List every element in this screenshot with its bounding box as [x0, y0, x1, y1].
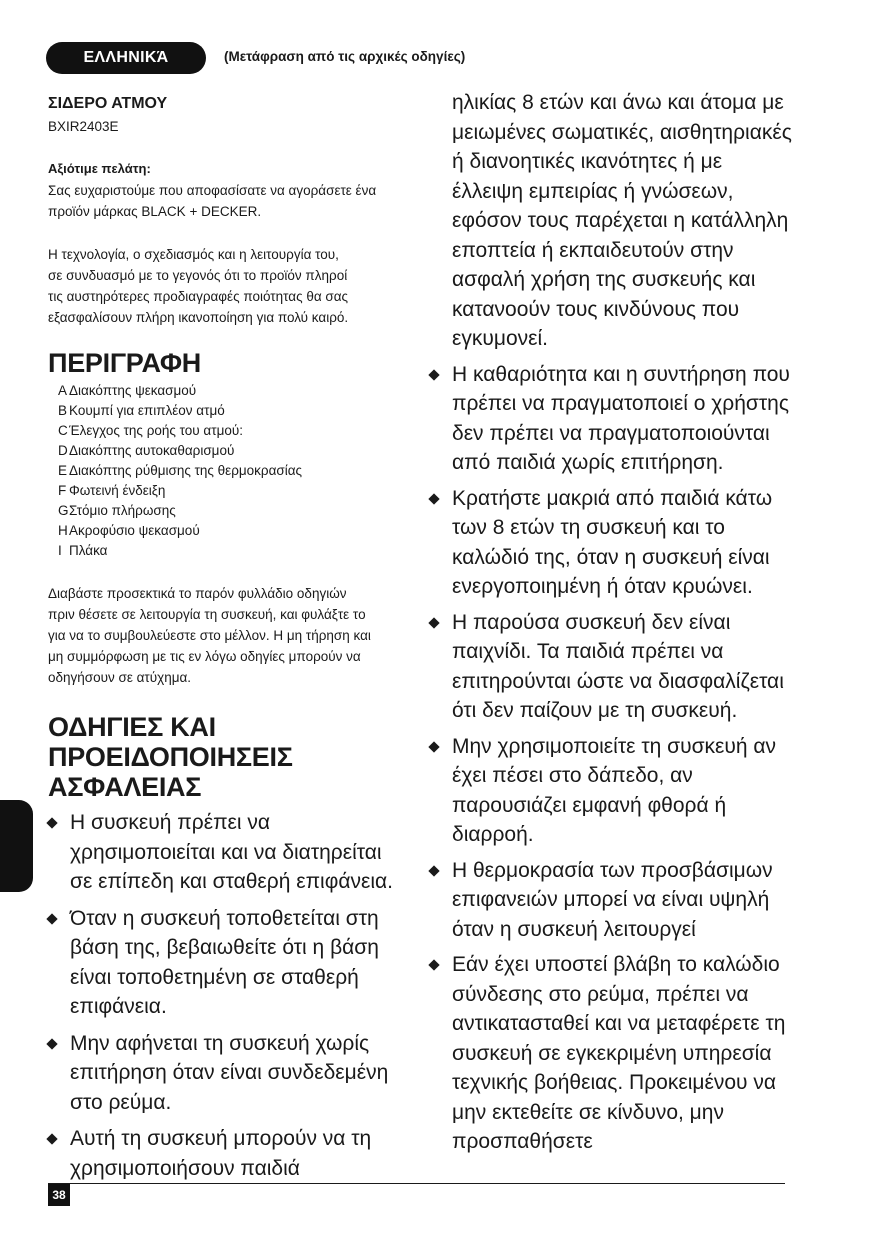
safety-text: Κρατήστε μακριά από παιδιά κάτω των 8 ετών τη συσκευή και το καλώδιό της, όταν η συσκευή είναι ενεργοποιημένη ή όταν κρυώνει.	[452, 486, 773, 598]
part-item	[48, 461, 393, 481]
description-heading: ΠΕΡΙΓΡΑΦΗ	[48, 348, 201, 378]
part-label: Στόμιο πλήρωσης	[69, 503, 176, 518]
safety-text: Η θερμοκρασία των προσβάσιμων επιφανειών μπορεί να είναι υψηλή όταν η συσκευή λειτουργεί	[452, 858, 773, 941]
safety-heading	[48, 712, 393, 802]
bullet-icon	[428, 369, 439, 380]
part-item	[48, 381, 393, 401]
page-number: 38	[48, 1184, 70, 1206]
part-letter: B	[58, 403, 68, 418]
safety-item	[430, 732, 795, 850]
safety-text: Η παρούσα συσκευή δεν είναι παιχνίδι. Τα παιδιά πρέπει να επιτηρούνται ώστε να διασφαλίζεται ότι δεν παίζουν με τη συσκευή.	[452, 610, 784, 722]
bullet-icon	[428, 865, 439, 876]
safety-list-left	[48, 808, 393, 1183]
part-letter: E	[58, 463, 68, 478]
part-item	[48, 401, 393, 421]
text-line: εξασφαλίσουν πλήρη ικανοποίηση για πολύ καιρό.	[48, 310, 349, 325]
part-item	[48, 541, 393, 561]
part-letter: H	[58, 523, 68, 538]
text-line: προϊόν μάρκας BLACK + DECKER.	[48, 204, 262, 219]
safety-heading-line: ΟΔΗΓΙΕΣ ΚΑΙ	[48, 712, 216, 742]
text-line: τις αυστηρότερες προδιαγραφές ποιότητας θα σας	[48, 289, 349, 304]
text-line: σε συνδυασμό με το γεγονός ότι το προϊόν πληροί	[48, 268, 348, 283]
part-letter: F	[58, 483, 67, 498]
bullet-icon	[46, 817, 57, 828]
safety-text: Μην αφήνεται τη συσκευή χωρίς επιτήρηση όταν είναι συνδεδεμένη στο ρεύμα.	[70, 1031, 389, 1114]
part-item	[48, 441, 393, 461]
part-letter: C	[58, 423, 68, 438]
text-line: μη συμμόρφωση με τις εν λόγω οδηγίες μπορούν να	[48, 649, 361, 664]
part-item	[48, 481, 393, 501]
text-line: Η τεχνολογία, ο σχεδιασμός και η λειτουργία του,	[48, 247, 339, 262]
part-label: Έλεγχος της ροής του ατμού:	[69, 423, 243, 438]
bullet-icon	[46, 1133, 57, 1144]
part-letter: I	[58, 543, 62, 558]
safety-item	[430, 484, 795, 602]
translation-note: (Μετάφραση από τις αρχικές οδηγίες)	[224, 49, 466, 64]
safety-text: Εάν έχει υποστεί βλάβη το καλώδιο σύνδεσης στο ρεύμα, πρέπει να αντικατασταθεί και να μεταφέρετε τη συσκευή σε εγκεκριμένη υπηρεσία τεχνικής βοήθειας. Προκειμένου να μην εκτεθείτε σε κίνδυνο, μην προσπαθήσετε	[452, 953, 786, 1153]
text-line: Διαβάστε προσεκτικά το παρόν φυλλάδιο οδηγιών	[48, 586, 347, 601]
part-item	[48, 501, 393, 521]
safety-text: Η συσκευή πρέπει να χρησιμοποιείται και να διατηρείται σε επίπεδη και σταθερή επιφάνεια.	[70, 811, 393, 893]
product-model: BXIR2403E	[48, 119, 119, 134]
safety-item	[48, 808, 393, 897]
greeting-label: Αξιότιμε πελάτη:	[48, 161, 151, 176]
bullet-icon	[428, 617, 439, 628]
safety-continuation: ηλικίας 8 ετών και άνω και άτομα με μειωμένες σωματικές, αισθητηριακές ή διανοητικές ικανότητες ή με έλλειψη εμπειρίας ή γνώσεων, εφόσον τους παρέχεται η κατάλληλη εποπτεία ή εκπαιδευτούν στην ασφαλή χρήση της συσκευής και κατανοούν τους κινδύνους που εγκυμονεί.	[452, 91, 792, 350]
intro-paragraph-1	[48, 180, 393, 222]
language-badge: ΕΛΛΗΝΙΚΆ	[46, 42, 206, 74]
bullet-icon	[428, 741, 439, 752]
right-column	[430, 88, 795, 1163]
bullet-icon	[46, 1038, 57, 1049]
part-item	[48, 421, 393, 441]
text-line: Σας ευχαριστούμε που αποφασίσατε να αγοράσετε ένα	[48, 183, 377, 198]
part-item	[48, 521, 393, 541]
read-instructions-note	[48, 583, 393, 688]
safety-item	[430, 360, 795, 478]
safety-item	[430, 608, 795, 726]
safety-list-right	[430, 360, 795, 1157]
intro-paragraph-2	[48, 244, 393, 328]
part-label: Κουμπί για επιπλέον ατμό	[69, 403, 225, 418]
safety-item	[48, 1029, 393, 1118]
part-letter: G	[58, 503, 69, 518]
part-label: Διακόπτης αυτοκαθαρισμού	[69, 443, 235, 458]
safety-item	[48, 904, 393, 1022]
safety-heading-line: ΠΡΟΕΙΔΟΠΟΙΗΣΕΙΣ	[48, 742, 293, 772]
part-letter: A	[58, 383, 68, 398]
bullet-icon	[428, 493, 439, 504]
part-letter: D	[58, 443, 68, 458]
parts-list	[48, 381, 393, 561]
safety-text: Όταν η συσκευή τοποθετείται στη βάση της, βεβαιωθείτε ότι η βάση είναι τοποθετημένη σε σταθερή επιφάνεια.	[70, 906, 379, 1018]
safety-item	[430, 856, 795, 945]
bullet-icon	[428, 959, 439, 970]
text-line: πριν θέσετε σε λειτουργία τη συσκευή, και φυλάξτε το	[48, 607, 366, 622]
part-label: Πλάκα	[69, 543, 108, 558]
part-label: Ακροφύσιο ψεκασμού	[69, 523, 200, 538]
side-tab-marker	[0, 800, 33, 892]
left-column	[48, 94, 393, 1190]
product-title: ΣΙΔΕΡΟ ΑΤΜΟΥ	[48, 95, 168, 112]
text-line: για να το συμβουλεύεστε στο μέλλον. Η μη τήρηση και	[48, 628, 371, 643]
bullet-icon	[46, 913, 57, 924]
part-label: Διακόπτης ψεκασμού	[69, 383, 197, 398]
safety-text: Η καθαριότητα και η συντήρηση που πρέπει να πραγματοποιεί ο χρήστης δεν πρέπει να πραγματοποιούνται από παιδιά χωρίς επιτήρηση.	[452, 362, 790, 474]
text-line: οδηγήσουν σε ατύχημα.	[48, 670, 192, 685]
safety-item	[48, 1124, 393, 1183]
safety-item	[430, 950, 795, 1157]
part-label: Φωτεινή ένδειξη	[69, 483, 166, 498]
safety-text: Μην χρησιμοποιείτε τη συσκευή αν έχει πέσει στο δάπεδο, αν παρουσιάζει εμφανή φθορά ή διαρροή.	[452, 734, 777, 846]
part-label: Διακόπτης ρύθμισης της θερμοκρασίας	[69, 463, 303, 478]
safety-heading-line: ΑΣΦΑΛΕΙΑΣ	[48, 772, 202, 802]
safety-text: Αυτή τη συσκευή μπορούν να τη χρησιμοποιήσουν παιδιά	[70, 1127, 372, 1180]
footer-rule	[48, 1183, 785, 1184]
